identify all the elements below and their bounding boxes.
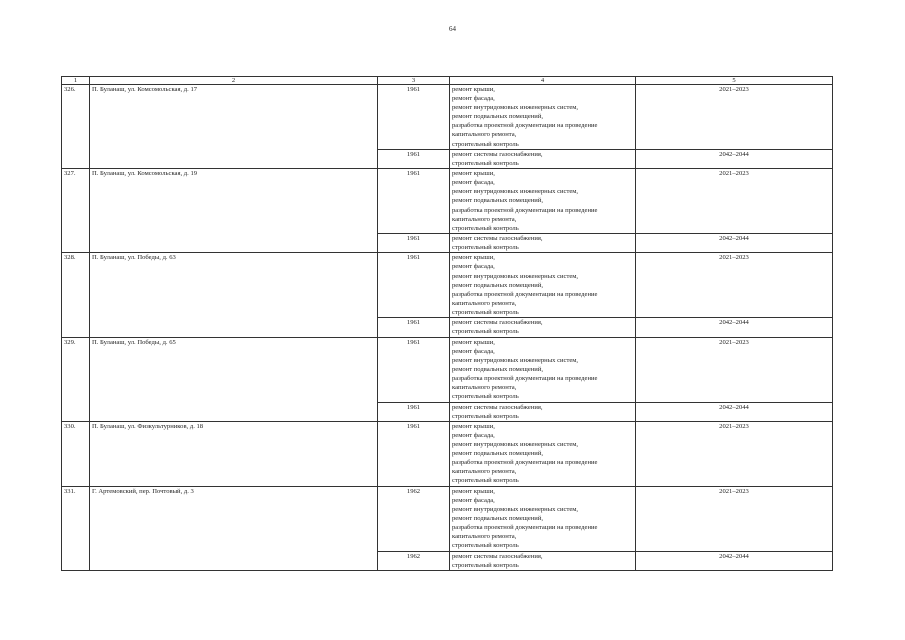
repair-work-item: ремонт подвальных помещений, <box>452 197 543 205</box>
repair-work-item: строительный контроль <box>452 160 519 168</box>
building-address: П. Буланаш, ул. Комсомольская, д. 17 <box>90 85 378 169</box>
repair-period: 2021–2023 <box>636 85 833 150</box>
repair-work-item: ремонт системы газоснабжения, <box>452 235 543 243</box>
repair-works-list <box>450 402 636 421</box>
repair-work-item: ремонт внутридомовых инженерных систем, <box>452 356 579 364</box>
repair-work-item: строительный контроль <box>452 542 519 550</box>
repair-period: 2042–2044 <box>636 551 833 570</box>
construction-year: 1961 <box>378 253 450 318</box>
table-row <box>62 421 833 486</box>
construction-year: 1961 <box>378 421 450 486</box>
repair-works-list <box>450 337 636 402</box>
repair-works-list <box>450 421 636 486</box>
repair-work-item: ремонт внутридомовых инженерных систем, <box>452 272 579 280</box>
repair-work-item: строительный контроль <box>452 412 519 420</box>
repair-period: 2021–2023 <box>636 253 833 318</box>
repair-work-item: разработка проектной документации на проведение <box>452 459 598 467</box>
repair-work-item: ремонт подвальных помещений, <box>452 113 543 121</box>
repair-work-item: ремонт крыши, <box>452 86 495 93</box>
row-number: 329. <box>62 337 90 421</box>
header-row <box>62 77 833 85</box>
header-cell-2: 2 <box>90 77 378 85</box>
repair-work-item: ремонт крыши, <box>452 487 495 495</box>
row-number: 331. <box>62 486 90 570</box>
repair-work-item: строительный контроль <box>452 244 519 252</box>
repair-work-item: ремонт подвальных помещений, <box>452 281 543 289</box>
repair-works-list <box>450 234 636 253</box>
capital-repair-table <box>61 76 833 571</box>
repair-work-item: строительный контроль <box>452 393 519 401</box>
repair-work-item: ремонт системы газоснабжения, <box>452 403 543 411</box>
construction-year: 1961 <box>378 318 450 337</box>
header-cell-5: 5 <box>636 77 833 85</box>
repair-period: 2021–2023 <box>636 486 833 551</box>
repair-period: 2021–2023 <box>636 421 833 486</box>
repair-period: 2021–2023 <box>636 337 833 402</box>
construction-year: 1961 <box>378 150 450 169</box>
row-number: 330. <box>62 421 90 486</box>
row-number: 328. <box>62 253 90 337</box>
repair-work-item: ремонт системы газоснабжения, <box>452 552 543 560</box>
repair-work-item: капитального ремонта, <box>452 131 517 139</box>
repair-work-item: капитального ремонта, <box>452 299 517 307</box>
table-row <box>62 253 833 318</box>
repair-works-list <box>450 150 636 169</box>
repair-work-item: ремонт крыши, <box>452 338 495 346</box>
repair-work-item: ремонт внутридомовых инженерных систем, <box>452 505 579 513</box>
repair-work-item: капитального ремонта, <box>452 384 517 392</box>
construction-year: 1962 <box>378 551 450 570</box>
repair-work-item: разработка проектной документации на проведение <box>452 122 598 130</box>
row-number: 326. <box>62 85 90 169</box>
table-body <box>62 77 833 571</box>
repair-work-item: разработка проектной документации на проведение <box>452 524 598 532</box>
repair-work-item: ремонт подвальных помещений, <box>452 515 543 523</box>
table-row <box>62 85 833 150</box>
repair-work-item: строительный контроль <box>452 561 519 569</box>
repair-work-item: капитального ремонта, <box>452 215 517 223</box>
repair-works-list <box>450 486 636 551</box>
repair-work-item: ремонт фасада, <box>452 496 495 504</box>
page-number: 64 <box>449 25 456 33</box>
construction-year: 1961 <box>378 234 450 253</box>
repair-work-item: ремонт крыши, <box>452 254 495 262</box>
repair-work-item: ремонт подвальных помещений, <box>452 450 543 458</box>
construction-year: 1961 <box>378 402 450 421</box>
header-cell-3: 3 <box>378 77 450 85</box>
construction-year: 1961 <box>378 337 450 402</box>
repair-period: 2042–2044 <box>636 234 833 253</box>
building-address: П. Буланаш, ул. Победы, д. 63 <box>90 253 378 337</box>
repair-work-item: разработка проектной документации на проведение <box>452 290 598 298</box>
repair-works-list <box>450 318 636 337</box>
repair-work-item: ремонт внутридомовых инженерных систем, <box>452 188 579 196</box>
repair-work-item: ремонт фасада, <box>452 95 495 103</box>
repair-work-item: строительный контроль <box>452 328 519 336</box>
repair-works-list <box>450 85 636 150</box>
repair-work-item: ремонт фасада, <box>452 179 495 187</box>
table-row <box>62 337 833 402</box>
repair-works-list <box>450 253 636 318</box>
construction-year: 1961 <box>378 85 450 150</box>
row-number: 327. <box>62 169 90 253</box>
repair-period: 2042–2044 <box>636 318 833 337</box>
header-cell-1: 1 <box>62 77 90 85</box>
repair-work-item: ремонт крыши, <box>452 170 495 178</box>
repair-work-item: разработка проектной документации на проведение <box>452 374 598 382</box>
repair-work-item: капитального ремонта, <box>452 533 517 541</box>
repair-work-item: ремонт внутридомовых инженерных систем, <box>452 104 579 112</box>
repair-period: 2021–2023 <box>636 169 833 234</box>
repair-works-list <box>450 551 636 570</box>
repair-work-item: ремонт фасада, <box>452 347 495 355</box>
building-address: П. Буланаш, ул. Победы, д. 65 <box>90 337 378 421</box>
repair-work-item: капитального ремонта, <box>452 468 517 476</box>
repair-work-item: ремонт системы газоснабжения, <box>452 319 543 327</box>
repair-work-item: строительный контроль <box>452 308 519 316</box>
repair-period: 2042–2044 <box>636 402 833 421</box>
repair-work-item: ремонт подвальных помещений, <box>452 365 543 373</box>
repair-work-item: ремонт фасада, <box>452 263 495 271</box>
repair-works-list <box>450 169 636 234</box>
repair-work-item: ремонт внутридомовых инженерных систем, <box>452 440 579 448</box>
repair-work-item: ремонт системы газоснабжения, <box>452 151 543 158</box>
table-row <box>62 486 833 551</box>
table-row <box>62 169 833 234</box>
repair-work-item: ремонт крыши, <box>452 422 495 430</box>
repair-work-item: ремонт фасада, <box>452 431 495 439</box>
header-cell-4: 4 <box>450 77 636 85</box>
construction-year: 1961 <box>378 169 450 234</box>
repair-work-item: строительный контроль <box>452 140 519 148</box>
building-address: Г. Артемовский, пер. Почтовый, д. 3 <box>90 486 378 570</box>
repair-work-item: строительный контроль <box>452 477 519 485</box>
repair-period: 2042–2044 <box>636 150 833 169</box>
construction-year: 1962 <box>378 486 450 551</box>
building-address: П. Буланаш, ул. Комсомольская, д. 19 <box>90 169 378 253</box>
repair-work-item: строительный контроль <box>452 224 519 232</box>
building-address: П. Буланаш, ул. Физкультурников, д. 18 <box>90 421 378 486</box>
repair-work-item: разработка проектной документации на проведение <box>452 206 598 214</box>
